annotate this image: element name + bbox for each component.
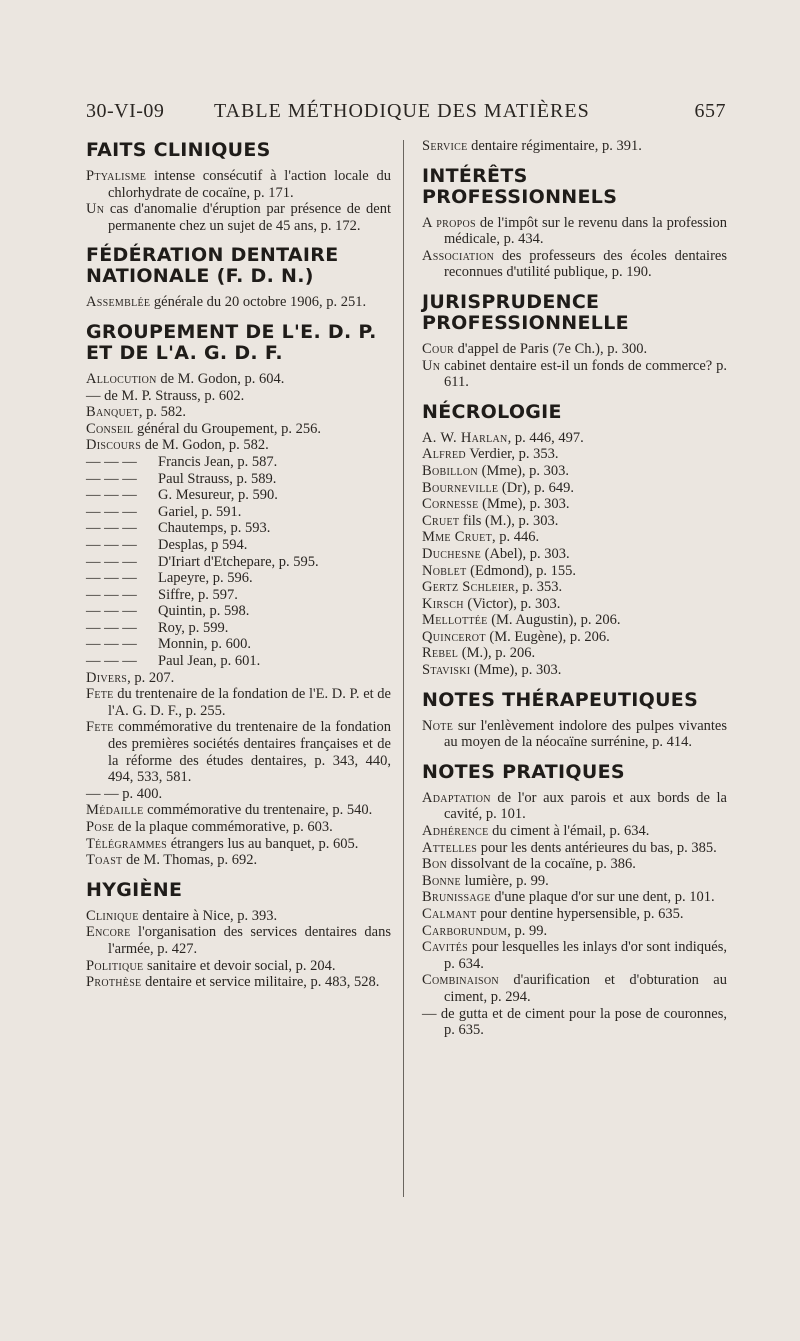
entry-lead: Fete	[86, 719, 114, 736]
index-entry	[86, 719, 391, 785]
index-entry	[422, 645, 727, 662]
entry-lead: Cour	[422, 340, 454, 357]
index-entry	[86, 371, 391, 388]
entry-lead: Un	[86, 201, 105, 218]
entry-text: cas d'anomalie d'éruption par présence de dent permanente chez un sujet de 45 ans, p. 172.	[104, 201, 391, 234]
entry-lead: Pose	[86, 819, 115, 835]
index-entry	[86, 908, 391, 925]
entry-text: (Mme), p. 303.	[477, 462, 569, 479]
index-entry	[422, 889, 727, 906]
index-entry	[86, 670, 391, 687]
entry-text: (M.), p. 206.	[458, 645, 536, 662]
section-heading-notes-therapeutiques: NOTES THÉRAPEUTIQUES	[422, 688, 699, 711]
index-entry	[86, 603, 391, 620]
index-entry	[86, 537, 391, 554]
index-entry	[86, 958, 391, 975]
running-header	[86, 100, 726, 132]
entry-text: de la plaque commémorative, p. 603.	[114, 819, 333, 835]
entry-text: (Edmond), p. 155.	[466, 562, 577, 579]
entry-lead: Duchesne	[422, 545, 481, 562]
entry-text: (Mme), p. 303.	[470, 662, 562, 679]
entry-lead: Note	[422, 717, 454, 734]
section-heading-notes-pratiques: NOTES PRATIQUES	[422, 760, 625, 783]
entry-lead: Cornesse	[422, 496, 479, 513]
entry-text: d'aurification et d'obturation au ciment, p. 294.	[444, 972, 727, 1005]
entry-text: (M. Augustin), p. 206.	[487, 612, 621, 629]
entry-text: dentaire et service militaire, p. 483, 528.	[141, 974, 380, 991]
index-entry	[422, 923, 727, 940]
entry-text: Lapeyre, p. 596.	[158, 570, 253, 587]
entry-lead: Politique	[86, 957, 144, 974]
entry-lead: Télégrammes	[86, 835, 168, 852]
entry-lead: Un	[422, 357, 441, 374]
entry-lead: — — —	[86, 586, 137, 603]
entry-lead: Assemblée	[86, 294, 151, 311]
page-number: 657	[694, 100, 726, 122]
index-entry	[86, 487, 391, 504]
index-entry	[86, 388, 391, 405]
section-heading-necrologie: NÉCROLOGIE	[422, 400, 562, 423]
entry-text: (Victor), p. 303.	[463, 595, 561, 612]
entry-text: , p. 582.	[138, 404, 186, 421]
index-entry	[422, 790, 727, 823]
entry-text: pour dentine hypersensible, p. 635.	[476, 906, 684, 922]
entry-text: d'appel de Paris (7e Ch.), p. 300.	[454, 340, 648, 357]
entry-text: de l'impôt sur le revenu dans la profession médicale, p. 434.	[444, 214, 727, 248]
entry-lead: Carborundum	[422, 922, 508, 939]
index-entry	[86, 201, 391, 234]
entry-text: d'une plaque d'or sur une dent, p. 101.	[490, 889, 715, 906]
entry-lead: — — —	[86, 487, 137, 504]
entry-text: dissolvant de la cocaïne, p. 386.	[447, 856, 636, 873]
index-entry	[422, 579, 727, 596]
index-entry	[422, 939, 727, 972]
index-entry	[422, 248, 727, 281]
entry-text: de M. Thomas, p. 692.	[122, 852, 258, 869]
index-entry	[86, 437, 391, 454]
entry-lead: — — —	[86, 636, 137, 653]
entry-lead: — — —	[86, 520, 137, 537]
entry-lead: Fete	[86, 686, 114, 703]
index-entry	[422, 546, 727, 563]
index-entry	[422, 906, 727, 923]
entry-lead: Service	[422, 138, 468, 154]
entry-text: commémorative du trentenaire, p. 540.	[143, 802, 373, 819]
entry-lead: Adhérence	[422, 823, 489, 840]
entry-lead: Rebel	[422, 645, 459, 662]
index-entry	[86, 852, 391, 869]
index-entry	[422, 629, 727, 646]
section-heading-faits-cliniques: FAITS CLINIQUES	[86, 139, 271, 161]
index-entry	[86, 974, 391, 991]
entry-lead: Banquet	[86, 404, 139, 421]
section-heading-hygiene: HYGIÈNE	[86, 878, 183, 901]
index-entry	[422, 496, 727, 513]
entry-text: du trentenaire de la fondation de l'E. D. P. et de l'A. G. D. F., p. 255.	[108, 686, 391, 719]
entry-lead: Divers	[86, 669, 128, 686]
entry-lead: — — —	[86, 503, 137, 520]
entry-lead: — — —	[86, 553, 137, 570]
index-entry	[422, 840, 727, 857]
entry-text: dentaire régimentaire, p. 391.	[467, 138, 642, 154]
index-entry	[422, 463, 727, 480]
entry-text: Desplas, p 594.	[158, 536, 248, 553]
entry-lead: Cavités	[422, 939, 469, 956]
entry-text: G. Mesureur, p. 590.	[158, 487, 278, 504]
entry-text: pour les dents antérieures du bas, p. 385.	[477, 839, 717, 856]
entry-lead: Alfred	[422, 446, 466, 463]
entry-text: Monnin, p. 600.	[158, 636, 252, 653]
entry-text: intense consécutif à l'action locale du chlorhydrate de cocaïne, p. 171.	[108, 168, 391, 201]
index-entry	[422, 1006, 727, 1039]
entry-lead: A propos	[422, 214, 476, 231]
column-divider	[403, 140, 404, 1197]
index-entry	[86, 471, 391, 488]
entry-lead: Clinique	[86, 907, 139, 924]
index-entry	[422, 873, 727, 890]
entry-text: — — p. 400.	[86, 785, 163, 802]
index-entry	[86, 570, 391, 587]
entry-lead: Ptyalisme	[86, 168, 147, 184]
entry-lead: Attelles	[422, 839, 478, 856]
entry-text: , p. 99.	[507, 922, 548, 939]
issue-date: 30-VI-09	[86, 100, 165, 122]
entry-lead: Brunissage	[422, 889, 491, 906]
index-entry	[422, 596, 727, 613]
entry-lead: Quincerot	[422, 628, 486, 645]
entry-text: — de M. P. Strauss, p. 602.	[86, 387, 245, 404]
entry-text: cabinet dentaire est-il un fonds de commerce? p. 611.	[440, 357, 727, 391]
entry-text: — de gutta et de ciment pour la pose de couronnes, p. 635.	[422, 1005, 727, 1039]
left-column	[86, 138, 391, 991]
index-entry	[422, 358, 727, 391]
entry-text: commémorative du trentenaire de la fondation des premières sociétés dentaires françaises et de la réforme des études dentaires, p. 343, 440, 494, 533, 581.	[108, 719, 391, 786]
index-entry	[86, 421, 391, 438]
entry-lead: Staviski	[422, 662, 471, 679]
entry-text: l'organisation des services dentaires dans l'armée, p. 427.	[108, 924, 391, 957]
entry-lead: Bobillon	[422, 462, 478, 479]
entry-lead: Cruet	[422, 512, 460, 529]
entry-text: des professeurs des écoles dentaires reconnues d'utilité publique, p. 190.	[444, 247, 727, 281]
entry-text: sanitaire et devoir social, p. 204.	[143, 957, 336, 974]
running-title: TABLE MÉTHODIQUE DES MATIÈRES	[214, 100, 590, 122]
index-entry	[86, 786, 391, 803]
entry-text: Gariel, p. 591.	[158, 503, 242, 520]
index-entry	[86, 802, 391, 819]
entry-lead: Conseil	[86, 420, 134, 437]
entry-lead: Combinaison	[422, 972, 499, 989]
index-entry	[422, 513, 727, 530]
entry-lead: Calmant	[422, 906, 477, 922]
index-entry	[422, 529, 727, 546]
entry-lead: — — —	[86, 653, 137, 670]
index-entry	[422, 823, 727, 840]
section-heading-federation-dentaire-nationale-f-d-n: FÉDÉRATION DENTAIRE NATIONALE (F. D. N.)	[86, 244, 339, 288]
index-entry	[86, 404, 391, 421]
entry-text: de M. Godon, p. 582.	[141, 437, 269, 454]
entry-lead: Encore	[86, 924, 131, 941]
entry-lead: Médaille	[86, 802, 144, 819]
entry-text: de l'or aux parois et aux bords de la cavité, p. 101.	[444, 789, 727, 823]
entry-text: fils (M.), p. 303.	[459, 512, 559, 529]
entry-text: , p. 446, 497.	[507, 429, 584, 446]
entry-text: , p. 446.	[492, 529, 540, 546]
index-entry	[86, 168, 391, 201]
index-entry	[86, 520, 391, 537]
right-column	[422, 138, 727, 1039]
index-entry	[86, 653, 391, 670]
entry-lead: Noblet	[422, 562, 467, 579]
entry-lead: Bourneville	[422, 479, 499, 496]
index-entry	[86, 294, 391, 311]
index-entry	[86, 686, 391, 719]
entry-lead: A. W. Harlan	[422, 429, 508, 446]
entry-text: , p. 353.	[514, 579, 563, 596]
entry-text: général du Groupement, p. 256.	[133, 420, 321, 437]
entry-text: de M. Godon, p. 604.	[156, 370, 285, 387]
index-entry	[86, 836, 391, 853]
index-entry	[422, 446, 727, 463]
entry-lead: Adaptation	[422, 789, 491, 806]
entry-lead: Discours	[86, 437, 142, 454]
entry-lead: Bonne	[422, 872, 461, 889]
section-heading-jurisprudence-professionnelle: JURISPRUDENCE PROFESSIONNELLE	[422, 290, 629, 334]
entry-lead: Gertz Schleier	[422, 579, 515, 596]
entry-text: (Dr), p. 649.	[498, 479, 575, 496]
entry-lead: — — —	[86, 536, 137, 553]
entry-text: Siffre, p. 597.	[158, 586, 238, 603]
entry-lead: — — —	[86, 470, 137, 487]
index-entry	[422, 138, 727, 155]
entry-text: Paul Strauss, p. 589.	[158, 470, 277, 487]
index-entry	[422, 972, 727, 1005]
index-entry	[422, 856, 727, 873]
entry-text: D'Iriart d'Etchepare, p. 595.	[158, 553, 319, 570]
entry-text: lumière, p. 99.	[460, 872, 549, 889]
index-entry	[422, 612, 727, 629]
entry-text: Quintin, p. 598.	[158, 603, 250, 620]
entry-lead: Kirsch	[422, 595, 464, 612]
index-entry	[86, 620, 391, 637]
index-entry	[86, 454, 391, 471]
entry-lead: Bon	[422, 856, 448, 873]
entry-lead: Association	[422, 247, 495, 264]
entry-text: (M. Eugène), p. 206.	[485, 628, 610, 645]
entry-lead: Prothèse	[86, 974, 142, 991]
entry-lead: — — —	[86, 453, 137, 470]
entry-lead: Mme Cruet	[422, 529, 492, 546]
index-entry	[422, 718, 727, 751]
entry-text: générale du 20 octobre 1906, p. 251.	[150, 294, 367, 311]
index-entry	[422, 662, 727, 679]
index-entry	[422, 430, 727, 447]
index-entry	[422, 215, 727, 248]
index-entry	[422, 563, 727, 580]
index-entry	[422, 341, 727, 358]
index-entry	[86, 924, 391, 957]
entry-lead: Mellottée	[422, 612, 488, 629]
entry-text: Francis Jean, p. 587.	[158, 453, 278, 470]
entry-text: étrangers lus au banquet, p. 605.	[167, 835, 359, 852]
index-entry	[86, 504, 391, 521]
entry-text: Chautemps, p. 593.	[158, 520, 271, 537]
entry-lead: Toast	[86, 852, 123, 869]
entry-text: pour lesquelles les inlays d'or sont indiqués, p. 634.	[444, 939, 727, 972]
index-entry	[86, 636, 391, 653]
index-entry	[86, 587, 391, 604]
index-entry	[422, 480, 727, 497]
index-entry	[86, 819, 391, 836]
section-heading-groupement-de-l-e-d-p-et-de-l-a-g-d-f: GROUPEMENT DE L'E. D. P. ET DE L'A. G. D. F.	[86, 320, 377, 364]
index-entry	[86, 554, 391, 571]
entry-lead: — — —	[86, 619, 137, 636]
entry-text: du ciment à l'émail, p. 634.	[488, 823, 650, 840]
entry-text: sur l'enlèvement indolore des pulpes vivantes au moyen de la néocaïne surrénine, p. 414.	[444, 717, 727, 751]
entry-text: Paul Jean, p. 601.	[158, 653, 261, 670]
section-heading-interets-professionnels: INTÉRÊTS PROFESSIONNELS	[422, 164, 618, 208]
entry-text: (Mme), p. 303.	[478, 496, 570, 513]
entry-text: (Abel), p. 303.	[481, 545, 570, 562]
entry-text: , p. 207.	[127, 669, 175, 686]
entry-text: Roy, p. 599.	[158, 619, 229, 636]
entry-lead: — — —	[86, 570, 137, 587]
entry-text: dentaire à Nice, p. 393.	[138, 907, 278, 924]
entry-lead: Allocution	[86, 370, 157, 387]
entry-text: Verdier, p. 353.	[465, 446, 559, 463]
entry-lead: — — —	[86, 603, 137, 620]
